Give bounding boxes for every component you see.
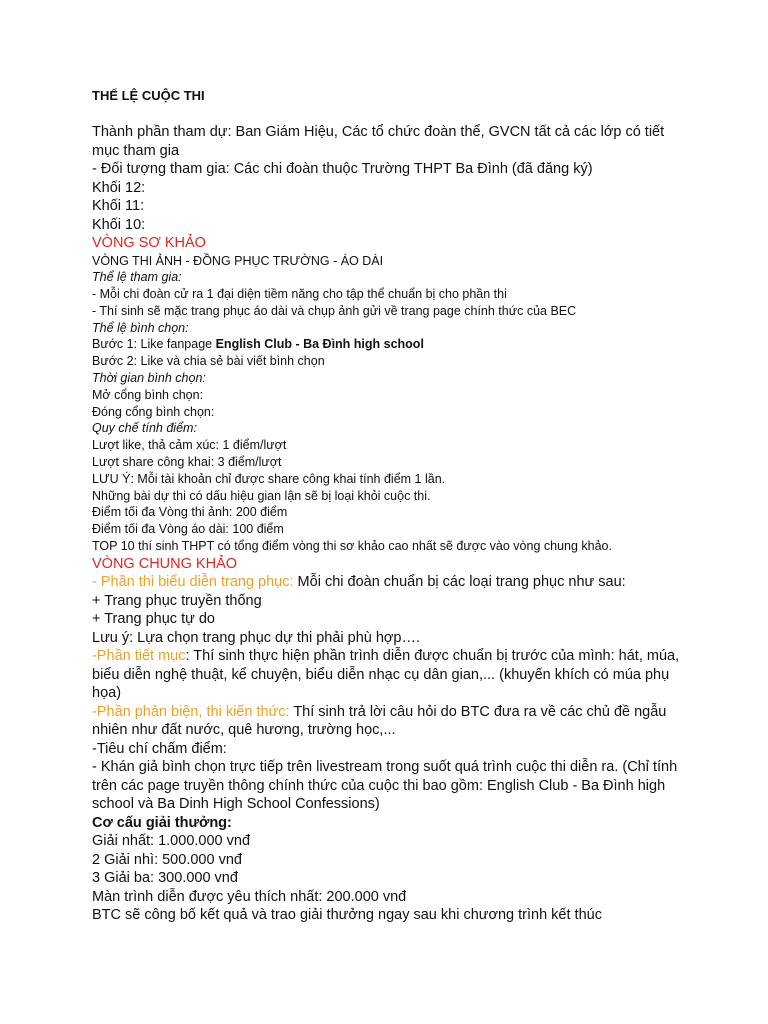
document-title: THỂ LỆ CUỘC THI bbox=[92, 88, 205, 103]
costume-item: + Trang phục tự do bbox=[92, 611, 215, 628]
costume-section bbox=[92, 573, 692, 592]
scoring-item: Lượt share công khai: 3 điểm/lượt bbox=[92, 455, 282, 470]
criteria-text: -Tiêu chí chấm điểm: bbox=[92, 740, 227, 757]
audience-text: - Khán giả bình chọn trực tiếp trên livestream trong suốt quá trình cuộc thi diễn ra. (Chỉ tính trên các page truyền thông chính thức của cuộc thi bao gồm: English Club - Ba Đình high school và Ba Dinh High School Confessions) bbox=[92, 759, 678, 813]
fanpage-name: English Club - Ba Đình high school bbox=[215, 337, 424, 352]
rule-item: - Thí sinh sẽ mặc trang phục áo dài và chụp ảnh gửi về trang page chính thức của BEC bbox=[92, 303, 577, 318]
round2-heading: VÒNG CHUNG KHẢO bbox=[92, 555, 238, 572]
grade-11: Khối 11: bbox=[92, 198, 145, 214]
voting-step-2: Bước 2: Like và chia sẻ bài viết bình chọn bbox=[92, 354, 325, 369]
performance-section bbox=[92, 647, 692, 703]
debate-label: Phần phản biện, thi kiến thức: bbox=[96, 703, 290, 720]
prize-item: Màn trình diễn được yêu thích nhất: 200.000 vnđ bbox=[92, 888, 407, 905]
participants-text: Thành phần tham dự: Ban Giám Hiệu, Các tổ chức đoàn thể, GVCN tất cả các lớp có tiết mục tham gia bbox=[92, 124, 665, 159]
scoring-item: LƯU Ý: Mỗi tài khoản chỉ được share công khai tính điểm 1 lần. bbox=[92, 471, 446, 486]
grade-10: Khối 10: bbox=[92, 216, 146, 233]
perf-label: Phần tiết mục bbox=[96, 648, 186, 665]
closing-text: BTC sẽ công bố kết quả và trao giải thưởng ngay sau khi chương trình kết thúc bbox=[92, 907, 602, 924]
perf-text: : Thí sinh thực hiện phần trình diễn được chuẩn bị trước của mình: hát, múa, biểu diễn nghệ thuật, kể chuyện, biểu diễn nhạc cụ dân gian,... (khuyến khích có múa phụ họa) bbox=[92, 648, 680, 702]
prizes-heading: Cơ cấu giải thưởng: bbox=[92, 814, 232, 831]
time-open: Mở cổng bình chọn: bbox=[92, 387, 204, 402]
debate-text: Thí sinh trả lời câu hỏi do BTC đưa ra về các chủ đề ngẫu nhiên như đất nước, quê hương, trường học,... bbox=[92, 703, 667, 739]
time-title: Thời gian bình chọn: bbox=[92, 371, 206, 386]
grade-12: Khối 12: bbox=[92, 179, 146, 196]
scoring-item: TOP 10 thí sinh THPT có tổng điểm vòng thi sơ khảo cao nhất sẽ được vào vòng chung khảo. bbox=[92, 539, 612, 554]
scoring-item: Lượt like, thả cảm xúc: 1 điểm/lượt bbox=[92, 438, 287, 453]
voting-title: Thể lệ bình chọn: bbox=[92, 320, 189, 335]
targets-text: - Đối tượng tham gia: Các chi đoàn thuộc Trường THPT Ba Đình (đã đăng ký) bbox=[92, 161, 593, 177]
costume-note: Lưu ý: Lựa chọn trang phục dự thi phải phù hợp…. bbox=[92, 629, 421, 646]
round1-heading: VÒNG SƠ KHẢO bbox=[92, 235, 206, 251]
rule-item: - Mỗi chi đoàn cử ra 1 đại diện tiềm năng cho tập thể chuẩn bị cho phần thi bbox=[92, 287, 507, 302]
prize-item: 3 Giải ba: 300.000 vnđ bbox=[92, 870, 238, 887]
debate-section bbox=[92, 703, 692, 740]
scoring-item: Điểm tối đa Vòng áo dài: 100 điểm bbox=[92, 522, 284, 537]
prize-item: Giải nhất: 1.000.000 vnđ bbox=[92, 833, 251, 850]
scoring-title: Quy chế tính điểm: bbox=[92, 421, 197, 436]
scoring-item: Điểm tối đa Vòng thi ảnh: 200 điểm bbox=[92, 505, 288, 520]
costume-prefix: - bbox=[92, 574, 101, 591]
prize-item: 2 Giải nhì: 500.000 vnđ bbox=[92, 851, 242, 868]
perf-prefix: - bbox=[92, 648, 97, 665]
costume-item: + Trang phục truyền thống bbox=[92, 592, 262, 609]
scoring-item: Những bài dự thi có dấu hiệu gian lận sẽ bị loại khỏi cuộc thi. bbox=[92, 488, 431, 503]
voting-step-1 bbox=[92, 336, 692, 353]
rules-title: Thể lệ tham gia: bbox=[92, 270, 182, 285]
document-page bbox=[92, 86, 692, 925]
costume-label: Phần thi biểu diễn trang phục: bbox=[100, 574, 294, 591]
debate-prefix: - bbox=[92, 703, 97, 720]
time-close: Đóng cổng bình chọn: bbox=[92, 404, 215, 419]
costume-text: Mỗi chi đoàn chuẩn bị các loại trang phục như sau: bbox=[293, 574, 626, 591]
step1-prefix: Bước 1: Like fanpage bbox=[92, 337, 216, 352]
round1-subheading: VÒNG THI ẢNH - ĐỒNG PHỤC TRƯỜNG - ÁO DÀI bbox=[92, 253, 384, 268]
